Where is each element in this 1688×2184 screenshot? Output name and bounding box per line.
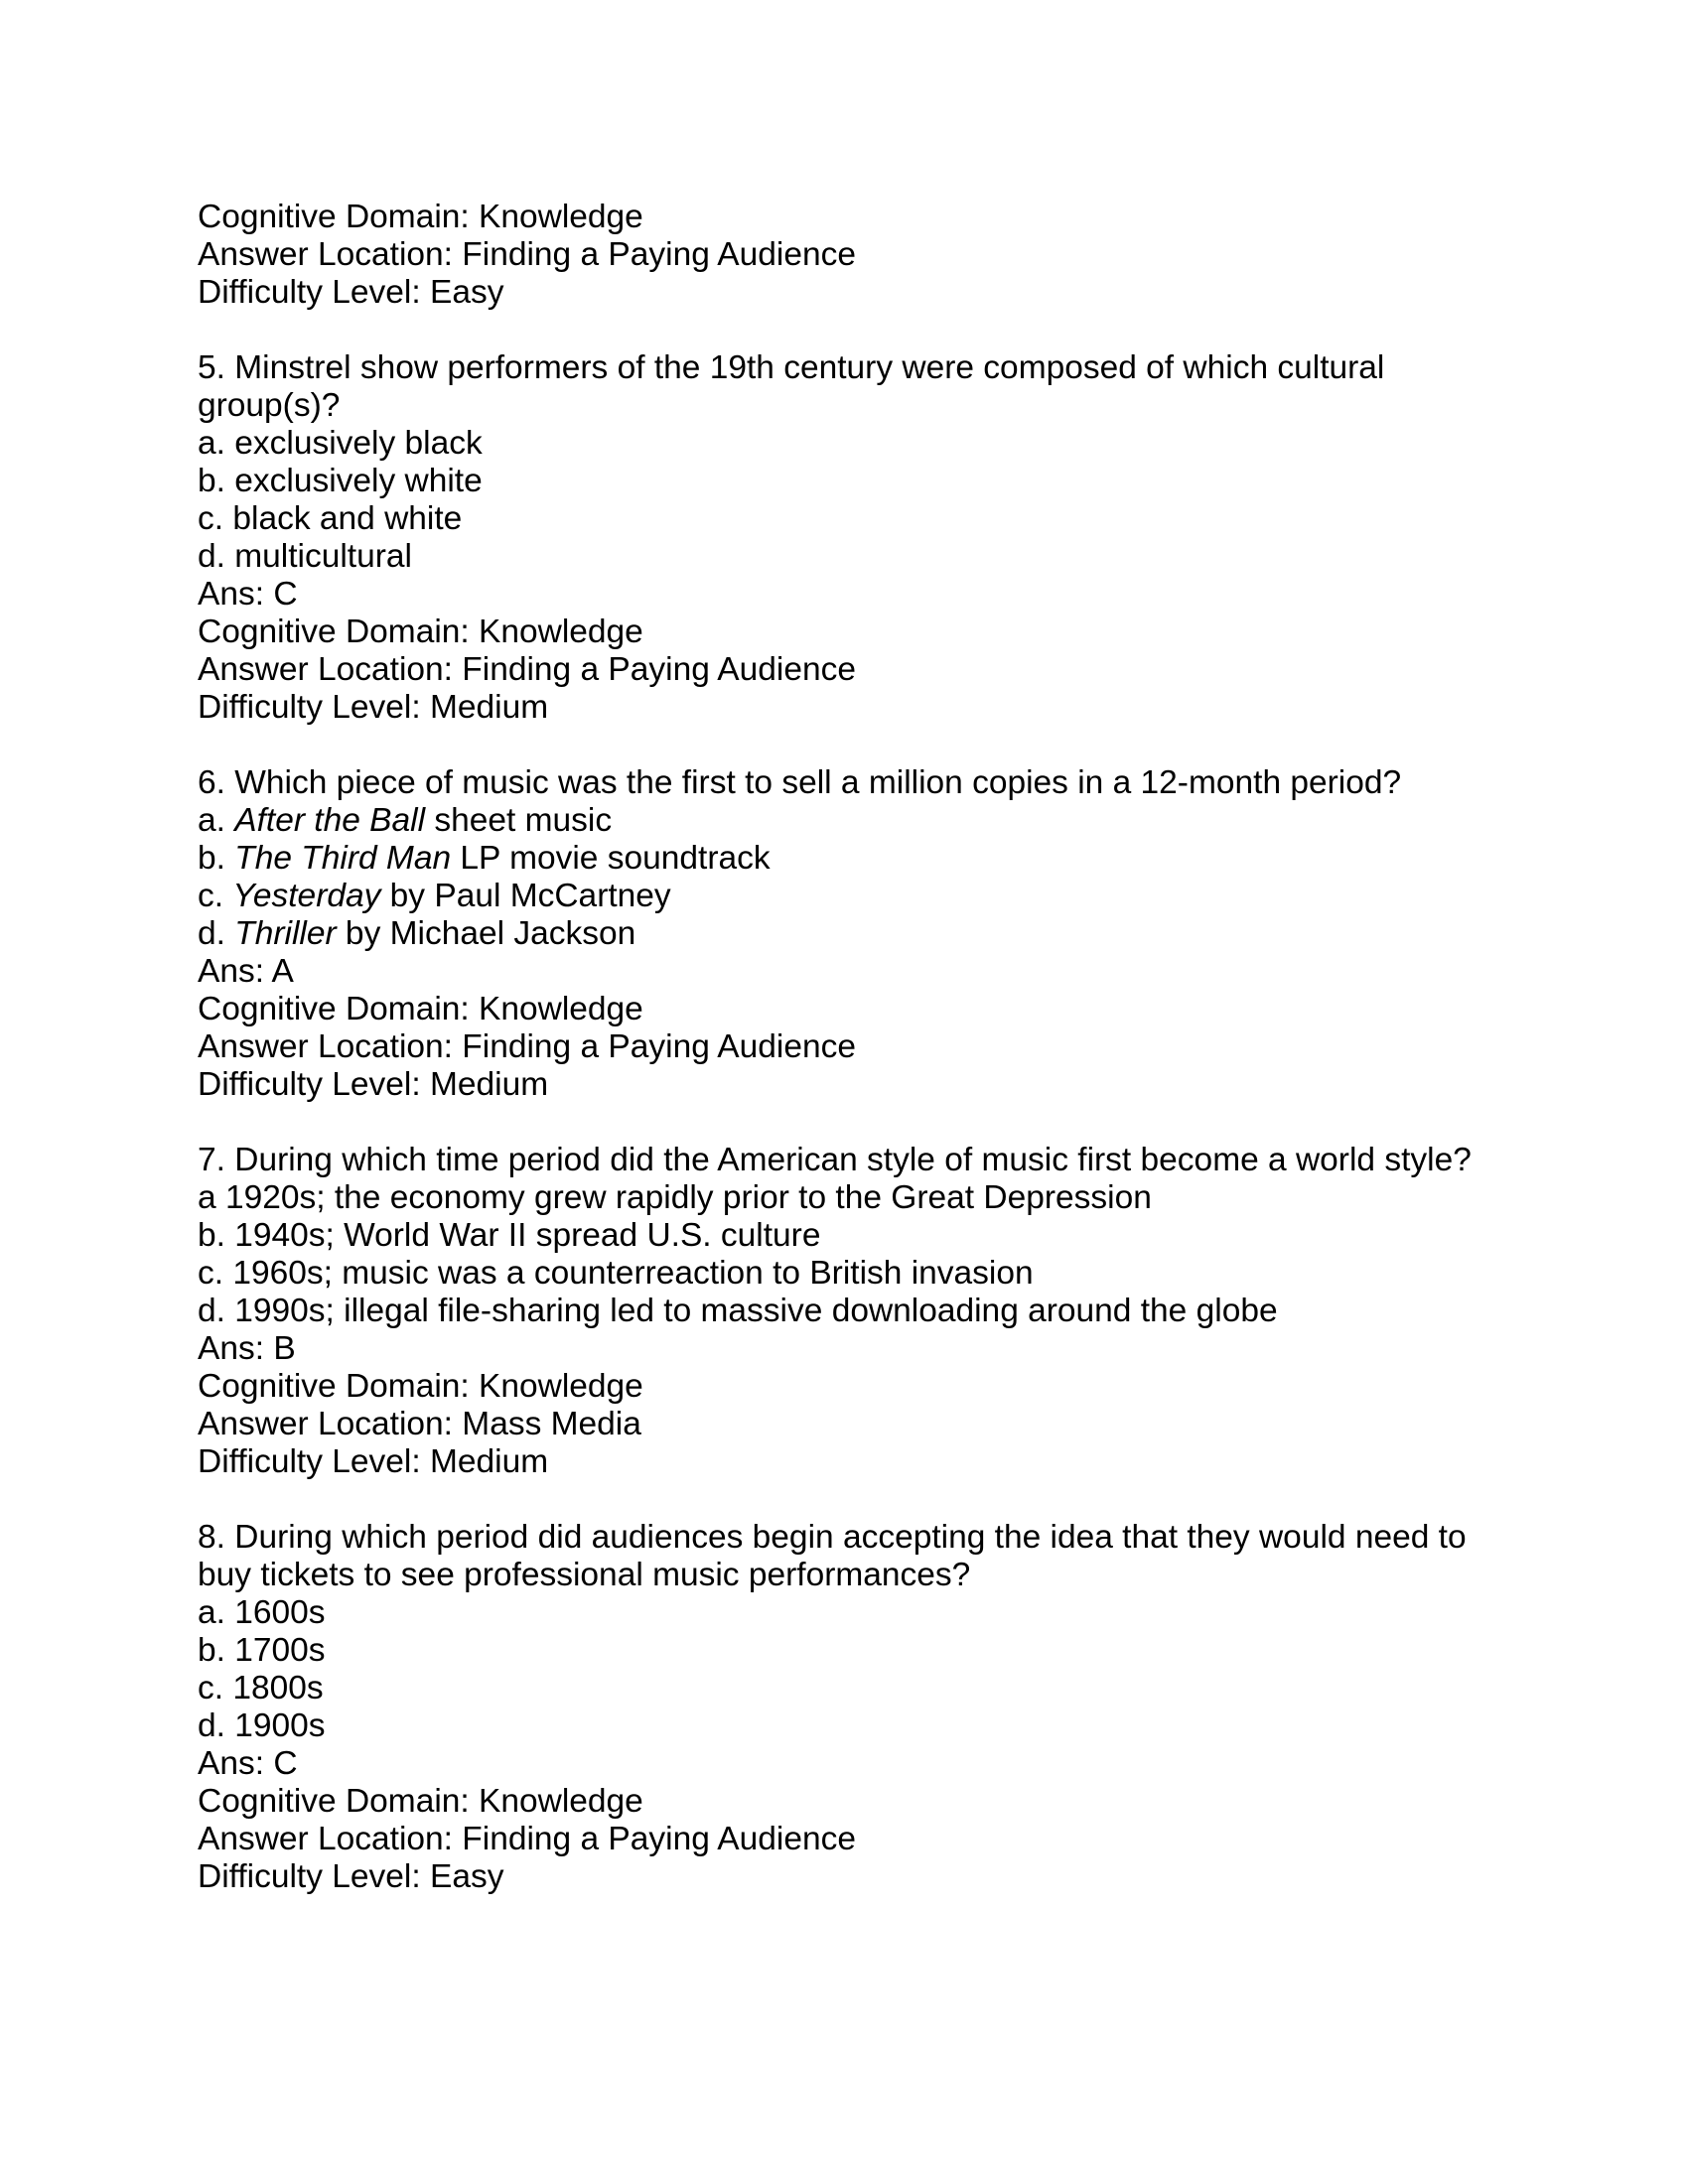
cognitive-domain: Cognitive Domain: Knowledge (198, 1783, 643, 1820)
option-c (198, 878, 1508, 915)
difficulty-level: Difficulty Level: Medium (198, 1443, 549, 1480)
difficulty-level: Difficulty Level: Medium (198, 1066, 549, 1103)
question-stem: 8. During which period did audiences begin accepting the idea that they would need to (198, 1519, 1467, 1556)
option-d: d. 1900s (198, 1707, 326, 1744)
answer: Ans: C (198, 576, 298, 613)
cognitive-domain: Cognitive Domain: Knowledge (198, 199, 643, 235)
option-a: a. exclusively black (198, 425, 483, 462)
answer-location: Answer Location: Finding a Paying Audience (198, 651, 856, 688)
work-title: Yesterday (232, 878, 381, 914)
option-suffix: sheet music (425, 802, 613, 839)
answer-location: Answer Location: Finding a Paying Audience (198, 1028, 856, 1065)
option-c: c. 1800s (198, 1670, 324, 1706)
answer: Ans: C (198, 1745, 298, 1782)
document-page (198, 199, 1508, 1896)
work-title: After the Ball (234, 802, 426, 839)
question-4-metadata (198, 199, 1508, 312)
option-b (198, 840, 1508, 878)
work-title: Thriller (234, 915, 337, 952)
option-d (198, 915, 1508, 953)
option-prefix: b. (198, 840, 235, 877)
question-stem-continued: group(s)? (198, 387, 341, 424)
answer: Ans: A (198, 953, 294, 990)
option-b: b. exclusively white (198, 463, 483, 499)
difficulty-level: Difficulty Level: Easy (198, 1858, 504, 1895)
answer-location: Answer Location: Finding a Paying Audience (198, 236, 856, 273)
answer-location: Answer Location: Mass Media (198, 1406, 641, 1442)
question-stem-continued: buy tickets to see professional music performances? (198, 1557, 971, 1593)
cognitive-domain: Cognitive Domain: Knowledge (198, 1368, 643, 1405)
question-stem: 5. Minstrel show performers of the 19th century were composed of which cultural (198, 349, 1385, 386)
work-title: The Third Man (234, 840, 452, 877)
cognitive-domain: Cognitive Domain: Knowledge (198, 614, 643, 650)
option-prefix: d. (198, 915, 235, 952)
option-a (198, 802, 1508, 840)
question-6 (198, 764, 1508, 1104)
option-prefix: a. (198, 802, 235, 839)
option-d: d. 1990s; illegal file-sharing led to massive downloading around the globe (198, 1293, 1278, 1329)
question-stem: 7. During which time period did the American style of music first become a world style? (198, 1142, 1472, 1178)
option-a: a. 1600s (198, 1594, 326, 1631)
option-b: b. 1940s; World War II spread U.S. culture (198, 1217, 821, 1254)
option-a: a 1920s; the economy grew rapidly prior to the Great Depression (198, 1179, 1152, 1216)
answer: Ans: B (198, 1330, 296, 1367)
option-suffix: by Michael Jackson (336, 915, 636, 952)
difficulty-level: Difficulty Level: Medium (198, 689, 549, 726)
difficulty-level: Difficulty Level: Easy (198, 274, 504, 311)
option-prefix: c. (198, 878, 233, 914)
option-b: b. 1700s (198, 1632, 326, 1669)
question-stem: 6. Which piece of music was the first to sell a million copies in a 12-month period? (198, 764, 1402, 801)
cognitive-domain: Cognitive Domain: Knowledge (198, 991, 643, 1027)
option-c: c. black and white (198, 500, 463, 537)
question-7 (198, 1142, 1508, 1481)
question-5 (198, 349, 1508, 727)
option-suffix: by Paul McCartney (380, 878, 671, 914)
option-d: d. multicultural (198, 538, 412, 575)
question-8 (198, 1519, 1508, 1896)
option-suffix: LP movie soundtrack (451, 840, 771, 877)
option-c: c. 1960s; music was a counterreaction to British invasion (198, 1255, 1034, 1292)
answer-location: Answer Location: Finding a Paying Audience (198, 1821, 856, 1857)
